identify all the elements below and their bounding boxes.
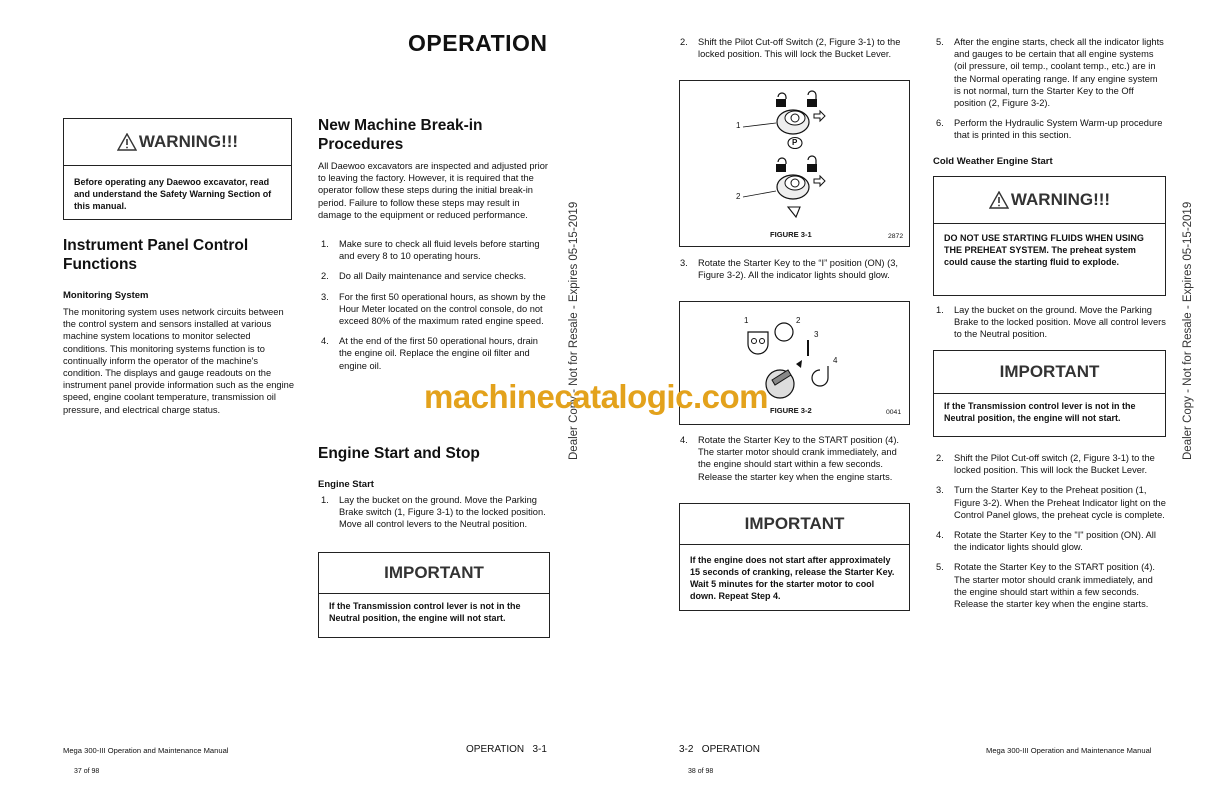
important-text: If the Transmission control lever is not in the Neutral position, the engine will not start.	[329, 601, 521, 623]
important-header	[934, 351, 1165, 394]
figure-3-1-code: 2872	[888, 233, 904, 240]
list-item: 4. Rotate the Starter Key to the "I" position (ON). All the indicator lights should glow.	[936, 530, 1156, 553]
list-item: 4. At the end of the first 50 operational hours, drain the engine oil. Replace the engine oil filter and engine oil.	[321, 336, 538, 371]
steps-mid	[680, 257, 908, 289]
important-text: If the engine does not start after approximately 15 seconds of cranking, release the Starter Key. Wait 5 minutes for the starter motor to cool down. Repeat Step 4.	[690, 555, 895, 601]
page-title: OPERATION	[408, 30, 548, 56]
monitoring-system-subheading: Monitoring System	[63, 290, 149, 301]
footer-page-label: 3-2 OPERATION	[679, 744, 760, 755]
pilot-cutoff-switch-icon	[743, 156, 825, 217]
important-header	[680, 504, 909, 545]
footer-page-label: OPERATION 3-1	[466, 744, 547, 755]
list-item: 3. Rotate the Starter Key to the “I” position (ON) (3, Figure 3-2). All the indicator lights should glow.	[680, 258, 898, 281]
steps-after-figure	[680, 434, 908, 491]
important-text: If the Transmission control lever is not in the Neutral position, the engine will not start.	[944, 401, 1136, 423]
warning-header	[64, 119, 291, 166]
cold-weather-warning-box	[933, 176, 1166, 296]
list-item: 2. Shift the Pilot Cut-off Switch (2, Figure 3-1) to the locked position. This will lock the Bucket Lever.	[680, 37, 901, 60]
figure-3-1-p-label: P	[792, 138, 798, 147]
important-header	[319, 553, 549, 594]
watermark: machinecatalogic.com	[424, 378, 768, 415]
important-box	[318, 552, 550, 638]
list-item: 1. Lay the bucket on the ground. Move the Parking Brake to the locked position. Move all control levers to the Neutral position.	[936, 305, 1166, 340]
warning-header	[934, 177, 1165, 224]
warning-text: Before operating any Daewoo excavator, read and understand the Safety Warning Section of this manual.	[74, 177, 272, 211]
list-item: 1. Lay the bucket on the ground. Move the Parking Brake switch (1, Figure 3-1) to the locked position. Move all control levers to the Neutral position.	[321, 495, 546, 530]
dealer-stamp: Dealer Copy - Not for Resale - Expires 05-15-2019	[568, 201, 580, 460]
off-position-icon	[775, 323, 793, 341]
list-item: 3. For the first 50 operational hours, as shown by the Hour Meter located on the control console, do not exceed 80% of the maximum rated engine speed.	[321, 291, 546, 327]
engine-start-stop-heading: Engine Start and Stop	[318, 445, 480, 462]
warning-triangle-icon	[989, 191, 1009, 209]
footer-manual-title: Mega 300-III Operation and Maintenance Manual	[63, 746, 229, 755]
parking-brake-switch-icon	[743, 91, 825, 149]
steps-top	[680, 36, 908, 68]
warning-label: WARNING!!!	[1010, 190, 1111, 209]
cold-weather-important-box	[933, 350, 1166, 437]
ignition-key-icon	[766, 360, 802, 398]
important-box	[679, 503, 910, 611]
switch-diagram	[680, 81, 909, 246]
important-label: IMPORTANT	[384, 563, 484, 582]
list-item: 1. Make sure to check all fluid levels before starting and every 8 to 10 operating hours.	[321, 239, 540, 262]
list-item: 2. Shift the Pilot Cut-off switch (2, Figure 3-1) to the locked position. This will lock the Bucket Lever.	[936, 453, 1155, 476]
figure-3-1	[679, 80, 910, 247]
break-in-steps	[321, 238, 551, 380]
break-in-paragraph: All Daewoo excavators are inspected and adjusted prior to leaving the factory. However, it is required that the operator follow these steps during the initial break-in period. Failure to follow these steps may result in damage to the equipment or reduced performance.	[318, 161, 548, 220]
figure-3-2-callout-4: 4	[833, 356, 838, 365]
figure-3-2-callout-1: 1	[744, 316, 749, 325]
figure-3-2-caption: FIGURE 3-2	[770, 406, 812, 415]
important-label: IMPORTANT	[744, 514, 845, 533]
page-counter: 37 of 98	[74, 768, 100, 775]
warning-box	[63, 118, 292, 220]
page-counter: 38 of 98	[688, 768, 714, 775]
dealer-stamp: Dealer Copy - Not for Resale - Expires 05-15-2019	[1182, 201, 1194, 460]
start-position-icon	[812, 366, 828, 386]
figure-3-2-code: 0041	[886, 409, 902, 416]
instrument-panel-heading: Instrument Panel Control Functions	[63, 237, 249, 273]
warning-triangle-icon	[117, 133, 137, 151]
warning-label: WARNING!!!	[138, 132, 239, 151]
cold-weather-steps-a	[936, 304, 1166, 349]
figure-3-1-caption: FIGURE 3-1	[770, 230, 812, 239]
break-in-heading: New Machine Break-in Procedures	[318, 117, 483, 153]
figure-3-2-callout-2: 2	[796, 316, 801, 325]
list-item: 4. Rotate the Starter Key to the START position (4). The starter motor should crank immediately, and the engine should start within a few seconds. Release the starter key when the engine starts.	[680, 435, 900, 482]
figure-3-2-callout-3: 3	[814, 330, 819, 339]
monitoring-system-paragraph: The monitoring system uses network circuits between the control system and sensors installed at various machine system locations to monitor selected conditions. This monitoring systems function is to continually inform the operator of the machine's condition. The displays and gauge readouts on the instrument panel provide information such as the engine speed, engine coolant temperature, transmission oil pressure, and electrical charge status.	[63, 307, 295, 415]
steps-col2	[936, 36, 1166, 150]
list-item: 5. After the engine starts, check all the indicator lights and gauges to be certain that all engine systems (oil pressure, oil temp., coolant temp., etc.) are in the Normal operating range. If any engine system is not normal, turn the Starter Key to the Off position (2, Figure 3-2).	[936, 37, 1164, 109]
list-item: 6. Perform the Hydraulic System Warm-up procedure that is printed in this section.	[936, 118, 1163, 141]
engine-start-subheading: Engine Start	[318, 479, 374, 490]
engine-start-steps	[321, 494, 551, 539]
figure-3-1-callout-2: 2	[736, 192, 741, 201]
important-label: IMPORTANT	[999, 362, 1100, 381]
figure-3-1-callout-1: 1	[736, 121, 741, 130]
list-item: 3. Turn the Starter Key to the Preheat position (1, Figure 3-2). When the Preheat Indicator light on the Control Panel glows, the preheat cycle is complete.	[936, 485, 1166, 520]
footer-manual-title: Mega 300-III Operation and Maintenance Manual	[986, 746, 1152, 755]
preheat-icon	[748, 332, 768, 354]
cold-weather-subheading: Cold Weather Engine Start	[933, 156, 1053, 167]
warning-text: DO NOT USE STARTING FLUIDS WHEN USING THE PREHEAT SYSTEM. The preheat system could cause the starting fluid to explode.	[944, 233, 1144, 267]
list-item: 5. Rotate the Starter Key to the START position (4). The starter motor should crank immediately, and the engine should start within a few seconds. Release the starter key when the engine starts.	[936, 562, 1156, 610]
list-item: 2. Do all Daily maintenance and service checks.	[321, 271, 527, 282]
cold-weather-steps-b	[936, 452, 1166, 618]
